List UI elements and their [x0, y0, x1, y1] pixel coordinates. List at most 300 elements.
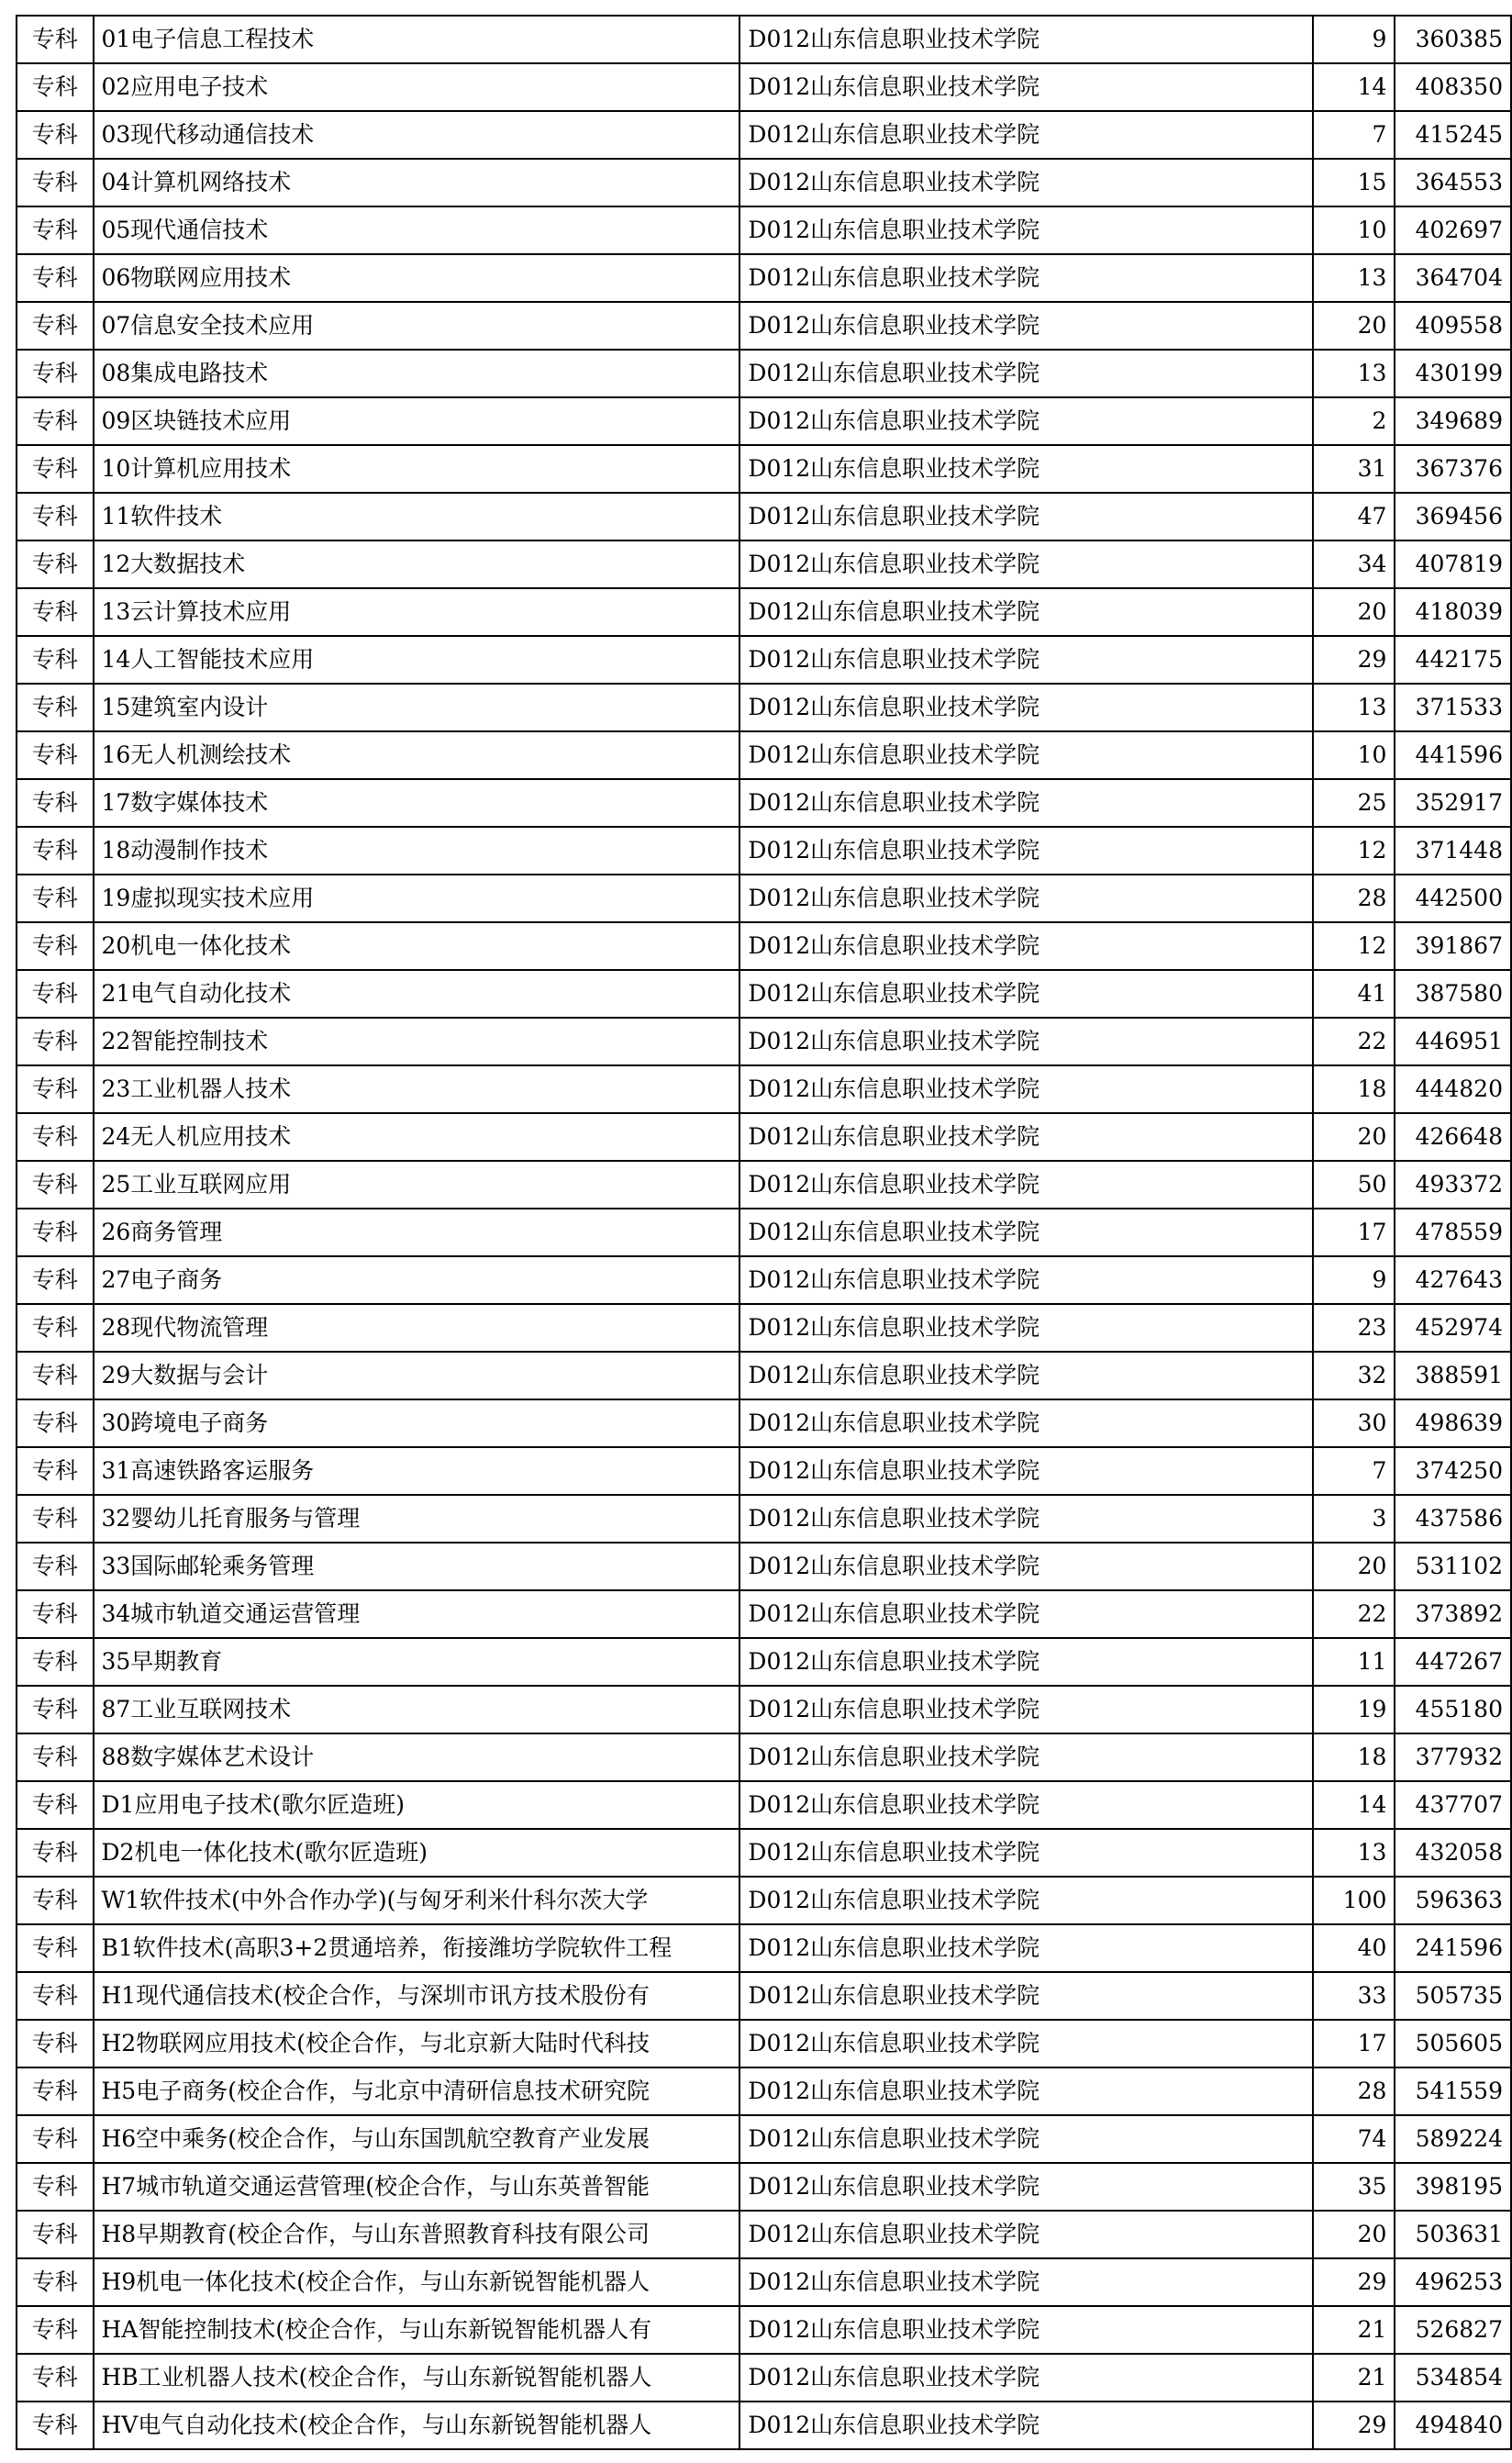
school-cell: D012山东信息职业技术学院	[739, 1829, 1313, 1877]
level-cell: 专科	[17, 2067, 94, 2115]
school-cell: D012山东信息职业技术学院	[739, 254, 1313, 302]
school-cell: D012山东信息职业技术学院	[739, 2211, 1313, 2258]
min-rank-cell: 442175	[1395, 636, 1511, 684]
table-row	[17, 636, 1511, 684]
table-row	[17, 875, 1511, 922]
plan-count-cell: 10	[1313, 731, 1395, 779]
major-cell: 04计算机网络技术	[94, 159, 740, 206]
plan-count-cell: 13	[1313, 254, 1395, 302]
level-cell: 专科	[17, 1924, 94, 1972]
table-row	[17, 254, 1511, 302]
school-cell: D012山东信息职业技术学院	[739, 875, 1313, 922]
major-cell: 03现代移动通信技术	[94, 111, 740, 159]
plan-count-cell: 2	[1313, 397, 1395, 445]
min-rank-cell: 373892	[1395, 1590, 1511, 1638]
major-cell: 24无人机应用技术	[94, 1113, 740, 1161]
min-rank-cell: 503631	[1395, 2211, 1511, 2258]
min-rank-cell: 426648	[1395, 1113, 1511, 1161]
major-cell: H7城市轨道交通运营管理(校企合作，与山东英普智能	[94, 2163, 740, 2211]
plan-count-cell: 13	[1313, 684, 1395, 731]
school-cell: D012山东信息职业技术学院	[739, 111, 1313, 159]
major-cell: 13云计算技术应用	[94, 588, 740, 636]
major-cell: HB工业机器人技术(校企合作，与山东新锐智能机器人	[94, 2354, 740, 2402]
major-cell: H5电子商务(校企合作，与北京中清研信息技术研究院	[94, 2067, 740, 2115]
school-cell: D012山东信息职业技术学院	[739, 2067, 1313, 2115]
level-cell: 专科	[17, 1352, 94, 1399]
school-cell: D012山东信息职业技术学院	[739, 1543, 1313, 1590]
level-cell: 专科	[17, 1018, 94, 1065]
level-cell: 专科	[17, 2258, 94, 2306]
major-cell: 26商务管理	[94, 1209, 740, 1256]
major-cell: 32婴幼儿托育服务与管理	[94, 1495, 740, 1543]
plan-count-cell: 7	[1313, 111, 1395, 159]
school-cell: D012山东信息职业技术学院	[739, 684, 1313, 731]
plan-count-cell: 17	[1313, 2020, 1395, 2067]
major-cell: 33国际邮轮乘务管理	[94, 1543, 740, 1590]
level-cell: 专科	[17, 2354, 94, 2402]
level-cell: 专科	[17, 16, 94, 63]
school-cell: D012山东信息职业技术学院	[739, 779, 1313, 827]
min-rank-cell: 364553	[1395, 159, 1511, 206]
min-rank-cell: 589224	[1395, 2115, 1511, 2163]
table-row	[17, 1447, 1511, 1495]
table-row	[17, 1733, 1511, 1781]
plan-count-cell: 34	[1313, 541, 1395, 588]
plan-count-cell: 29	[1313, 2402, 1395, 2449]
major-cell: 34城市轨道交通运营管理	[94, 1590, 740, 1638]
major-cell: 02应用电子技术	[94, 63, 740, 111]
plan-count-cell: 47	[1313, 493, 1395, 541]
table-row	[17, 2354, 1511, 2402]
school-cell: D012山东信息职业技术学院	[739, 1447, 1313, 1495]
level-cell: 专科	[17, 1209, 94, 1256]
min-rank-cell: 432058	[1395, 1829, 1511, 1877]
table-row	[17, 2067, 1511, 2115]
school-cell: D012山东信息职业技术学院	[739, 922, 1313, 970]
school-cell: D012山东信息职业技术学院	[739, 827, 1313, 875]
min-rank-cell: 241596	[1395, 1924, 1511, 1972]
level-cell: 专科	[17, 445, 94, 493]
table-row	[17, 302, 1511, 350]
major-cell: 05现代通信技术	[94, 206, 740, 254]
plan-count-cell: 12	[1313, 827, 1395, 875]
min-rank-cell: 493372	[1395, 1161, 1511, 1209]
level-cell: 专科	[17, 970, 94, 1018]
table-row	[17, 111, 1511, 159]
major-cell: 27电子商务	[94, 1256, 740, 1304]
major-cell: B1软件技术(高职3+2贯通培养，衔接潍坊学院软件工程	[94, 1924, 740, 1972]
table-row	[17, 2258, 1511, 2306]
min-rank-cell: 398195	[1395, 2163, 1511, 2211]
table-row	[17, 1065, 1511, 1113]
plan-count-cell: 31	[1313, 445, 1395, 493]
plan-count-cell: 28	[1313, 875, 1395, 922]
min-rank-cell: 496253	[1395, 2258, 1511, 2306]
table-row	[17, 159, 1511, 206]
table-row	[17, 1829, 1511, 1877]
min-rank-cell: 407819	[1395, 541, 1511, 588]
plan-count-cell: 13	[1313, 350, 1395, 397]
major-cell: D2机电一体化技术(歌尔匠造班)	[94, 1829, 740, 1877]
plan-count-cell: 11	[1313, 1638, 1395, 1686]
min-rank-cell: 371533	[1395, 684, 1511, 731]
major-cell: 18动漫制作技术	[94, 827, 740, 875]
plan-count-cell: 19	[1313, 1686, 1395, 1733]
plan-count-cell: 100	[1313, 1877, 1395, 1924]
school-cell: D012山东信息职业技术学院	[739, 1781, 1313, 1829]
min-rank-cell: 391867	[1395, 922, 1511, 970]
school-cell: D012山东信息职业技术学院	[739, 1161, 1313, 1209]
school-cell: D012山东信息职业技术学院	[739, 1733, 1313, 1781]
major-cell: 09区块链技术应用	[94, 397, 740, 445]
plan-count-cell: 18	[1313, 1733, 1395, 1781]
school-cell: D012山东信息职业技术学院	[739, 731, 1313, 779]
min-rank-cell: 349689	[1395, 397, 1511, 445]
level-cell: 专科	[17, 588, 94, 636]
level-cell: 专科	[17, 2020, 94, 2067]
plan-count-cell: 40	[1313, 1924, 1395, 1972]
min-rank-cell: 596363	[1395, 1877, 1511, 1924]
level-cell: 专科	[17, 1733, 94, 1781]
min-rank-cell: 455180	[1395, 1686, 1511, 1733]
min-rank-cell: 447267	[1395, 1638, 1511, 1686]
min-rank-cell: 441596	[1395, 731, 1511, 779]
level-cell: 专科	[17, 636, 94, 684]
major-cell: 31高速铁路客运服务	[94, 1447, 740, 1495]
school-cell: D012山东信息职业技术学院	[739, 1590, 1313, 1638]
min-rank-cell: 430199	[1395, 350, 1511, 397]
major-cell: 08集成电路技术	[94, 350, 740, 397]
level-cell: 专科	[17, 731, 94, 779]
major-cell: 01电子信息工程技术	[94, 16, 740, 63]
plan-count-cell: 17	[1313, 1209, 1395, 1256]
table-row	[17, 922, 1511, 970]
level-cell: 专科	[17, 63, 94, 111]
major-cell: 17数字媒体技术	[94, 779, 740, 827]
table-row	[17, 1495, 1511, 1543]
table-row	[17, 1161, 1511, 1209]
level-cell: 专科	[17, 1304, 94, 1352]
school-cell: D012山东信息职业技术学院	[739, 2354, 1313, 2402]
plan-count-cell: 29	[1313, 636, 1395, 684]
school-cell: D012山东信息职业技术学院	[739, 1113, 1313, 1161]
major-cell: H8早期教育(校企合作，与山东普照教育科技有限公司	[94, 2211, 740, 2258]
major-cell: H2物联网应用技术(校企合作，与北京新大陆时代科技	[94, 2020, 740, 2067]
plan-count-cell: 10	[1313, 206, 1395, 254]
table-row	[17, 16, 1511, 63]
plan-count-cell: 9	[1313, 16, 1395, 63]
major-cell: 20机电一体化技术	[94, 922, 740, 970]
plan-count-cell: 22	[1313, 1018, 1395, 1065]
plan-count-cell: 12	[1313, 922, 1395, 970]
major-cell: 07信息安全技术应用	[94, 302, 740, 350]
table-row	[17, 1781, 1511, 1829]
major-cell: HA智能控制技术(校企合作，与山东新锐智能机器人有	[94, 2306, 740, 2354]
plan-count-cell: 33	[1313, 1972, 1395, 2020]
school-cell: D012山东信息职业技术学院	[739, 1877, 1313, 1924]
min-rank-cell: 402697	[1395, 206, 1511, 254]
min-rank-cell: 387580	[1395, 970, 1511, 1018]
table-row	[17, 1543, 1511, 1590]
school-cell: D012山东信息职业技术学院	[739, 1065, 1313, 1113]
school-cell: D012山东信息职业技术学院	[739, 2115, 1313, 2163]
level-cell: 专科	[17, 1399, 94, 1447]
min-rank-cell: 408350	[1395, 63, 1511, 111]
major-cell: HV电气自动化技术(校企合作，与山东新锐智能机器人	[94, 2402, 740, 2449]
plan-count-cell: 74	[1313, 2115, 1395, 2163]
level-cell: 专科	[17, 1590, 94, 1638]
table-row	[17, 2402, 1511, 2449]
table-row	[17, 1399, 1511, 1447]
major-cell: 21电气自动化技术	[94, 970, 740, 1018]
major-cell: 22智能控制技术	[94, 1018, 740, 1065]
min-rank-cell: 374250	[1395, 1447, 1511, 1495]
table-row	[17, 63, 1511, 111]
min-rank-cell: 494840	[1395, 2402, 1511, 2449]
table-row	[17, 1877, 1511, 1924]
level-cell: 专科	[17, 1447, 94, 1495]
major-cell: 10计算机应用技术	[94, 445, 740, 493]
table-row	[17, 2020, 1511, 2067]
plan-count-cell: 20	[1313, 1543, 1395, 1590]
min-rank-cell: 444820	[1395, 1065, 1511, 1113]
school-cell: D012山东信息职业技术学院	[739, 206, 1313, 254]
table-row	[17, 2115, 1511, 2163]
level-cell: 专科	[17, 206, 94, 254]
level-cell: 专科	[17, 1495, 94, 1543]
plan-count-cell: 9	[1313, 1256, 1395, 1304]
plan-count-cell: 35	[1313, 2163, 1395, 2211]
plan-count-cell: 13	[1313, 1829, 1395, 1877]
plan-count-cell: 23	[1313, 1304, 1395, 1352]
school-cell: D012山东信息职业技术学院	[739, 1638, 1313, 1686]
school-cell: D012山东信息职业技术学院	[739, 1495, 1313, 1543]
school-cell: D012山东信息职业技术学院	[739, 1686, 1313, 1733]
major-cell: 23工业机器人技术	[94, 1065, 740, 1113]
plan-count-cell: 22	[1313, 1590, 1395, 1638]
level-cell: 专科	[17, 2211, 94, 2258]
min-rank-cell: 446951	[1395, 1018, 1511, 1065]
min-rank-cell: 534854	[1395, 2354, 1511, 2402]
school-cell: D012山东信息职业技术学院	[739, 1972, 1313, 2020]
major-cell: H9机电一体化技术(校企合作，与山东新锐智能机器人	[94, 2258, 740, 2306]
major-cell: 25工业互联网应用	[94, 1161, 740, 1209]
plan-count-cell: 29	[1313, 2258, 1395, 2306]
min-rank-cell: 452974	[1395, 1304, 1511, 1352]
plan-count-cell: 18	[1313, 1065, 1395, 1113]
min-rank-cell: 418039	[1395, 588, 1511, 636]
plan-count-cell: 50	[1313, 1161, 1395, 1209]
plan-count-cell: 41	[1313, 970, 1395, 1018]
school-cell: D012山东信息职业技术学院	[739, 2163, 1313, 2211]
table-row	[17, 2211, 1511, 2258]
major-cell: 15建筑室内设计	[94, 684, 740, 731]
level-cell: 专科	[17, 827, 94, 875]
min-rank-cell: 409558	[1395, 302, 1511, 350]
level-cell: 专科	[17, 397, 94, 445]
min-rank-cell: 352917	[1395, 779, 1511, 827]
min-rank-cell: 526827	[1395, 2306, 1511, 2354]
level-cell: 专科	[17, 1829, 94, 1877]
level-cell: 专科	[17, 111, 94, 159]
admission-table	[16, 15, 1512, 2450]
plan-count-cell: 30	[1313, 1399, 1395, 1447]
table-row	[17, 1638, 1511, 1686]
level-cell: 专科	[17, 541, 94, 588]
school-cell: D012山东信息职业技术学院	[739, 302, 1313, 350]
min-rank-cell: 478559	[1395, 1209, 1511, 1256]
plan-count-cell: 20	[1313, 302, 1395, 350]
table-row	[17, 206, 1511, 254]
min-rank-cell: 531102	[1395, 1543, 1511, 1590]
table-row	[17, 779, 1511, 827]
level-cell: 专科	[17, 2402, 94, 2449]
table-row	[17, 1304, 1511, 1352]
school-cell: D012山东信息职业技术学院	[739, 350, 1313, 397]
major-cell: H6空中乘务(校企合作，与山东国凯航空教育产业发展	[94, 2115, 740, 2163]
plan-count-cell: 14	[1313, 63, 1395, 111]
level-cell: 专科	[17, 2306, 94, 2354]
level-cell: 专科	[17, 2115, 94, 2163]
table-row	[17, 350, 1511, 397]
plan-count-cell: 28	[1313, 2067, 1395, 2115]
table-row	[17, 684, 1511, 731]
school-cell: D012山东信息职业技术学院	[739, 541, 1313, 588]
table-row	[17, 445, 1511, 493]
school-cell: D012山东信息职业技术学院	[739, 1209, 1313, 1256]
school-cell: D012山东信息职业技术学院	[739, 2020, 1313, 2067]
school-cell: D012山东信息职业技术学院	[739, 16, 1313, 63]
min-rank-cell: 437586	[1395, 1495, 1511, 1543]
min-rank-cell: 505605	[1395, 2020, 1511, 2067]
school-cell: D012山东信息职业技术学院	[739, 1304, 1313, 1352]
min-rank-cell: 360385	[1395, 16, 1511, 63]
school-cell: D012山东信息职业技术学院	[739, 159, 1313, 206]
school-cell: D012山东信息职业技术学院	[739, 1018, 1313, 1065]
level-cell: 专科	[17, 2163, 94, 2211]
major-cell: 28现代物流管理	[94, 1304, 740, 1352]
major-cell: 06物联网应用技术	[94, 254, 740, 302]
major-cell: 11软件技术	[94, 493, 740, 541]
school-cell: D012山东信息职业技术学院	[739, 63, 1313, 111]
level-cell: 专科	[17, 1256, 94, 1304]
school-cell: D012山东信息职业技术学院	[739, 2258, 1313, 2306]
school-cell: D012山东信息职业技术学院	[739, 493, 1313, 541]
level-cell: 专科	[17, 493, 94, 541]
table-row	[17, 1018, 1511, 1065]
level-cell: 专科	[17, 254, 94, 302]
plan-count-cell: 20	[1313, 2211, 1395, 2258]
min-rank-cell: 388591	[1395, 1352, 1511, 1399]
school-cell: D012山东信息职业技术学院	[739, 970, 1313, 1018]
level-cell: 专科	[17, 1543, 94, 1590]
table-row	[17, 541, 1511, 588]
major-cell: W1软件技术(中外合作办学)(与匈牙利米什科尔茨大学	[94, 1877, 740, 1924]
min-rank-cell: 364704	[1395, 254, 1511, 302]
table-row	[17, 588, 1511, 636]
table-row	[17, 1209, 1511, 1256]
level-cell: 专科	[17, 1638, 94, 1686]
plan-count-cell: 15	[1313, 159, 1395, 206]
min-rank-cell: 367376	[1395, 445, 1511, 493]
level-cell: 专科	[17, 1972, 94, 2020]
table-row	[17, 1256, 1511, 1304]
plan-count-cell: 20	[1313, 1113, 1395, 1161]
min-rank-cell: 541559	[1395, 2067, 1511, 2115]
min-rank-cell: 427643	[1395, 1256, 1511, 1304]
table-row	[17, 397, 1511, 445]
level-cell: 专科	[17, 1161, 94, 1209]
school-cell: D012山东信息职业技术学院	[739, 2306, 1313, 2354]
table-row	[17, 1972, 1511, 2020]
level-cell: 专科	[17, 1113, 94, 1161]
table-row	[17, 1590, 1511, 1638]
table-row	[17, 1924, 1511, 1972]
major-cell: 35早期教育	[94, 1638, 740, 1686]
table-body	[17, 16, 1511, 2449]
school-cell: D012山东信息职业技术学院	[739, 2402, 1313, 2449]
plan-count-cell: 32	[1313, 1352, 1395, 1399]
school-cell: D012山东信息职业技术学院	[739, 1352, 1313, 1399]
level-cell: 专科	[17, 875, 94, 922]
plan-count-cell: 7	[1313, 1447, 1395, 1495]
school-cell: D012山东信息职业技术学院	[739, 445, 1313, 493]
table-row	[17, 731, 1511, 779]
school-cell: D012山东信息职业技术学院	[739, 397, 1313, 445]
major-cell: H1现代通信技术(校企合作，与深圳市讯方技术股份有	[94, 1972, 740, 2020]
level-cell: 专科	[17, 1686, 94, 1733]
level-cell: 专科	[17, 1781, 94, 1829]
school-cell: D012山东信息职业技术学院	[739, 1256, 1313, 1304]
level-cell: 专科	[17, 1065, 94, 1113]
min-rank-cell: 437707	[1395, 1781, 1511, 1829]
plan-count-cell: 20	[1313, 588, 1395, 636]
level-cell: 专科	[17, 159, 94, 206]
min-rank-cell: 377932	[1395, 1733, 1511, 1781]
table-row	[17, 1686, 1511, 1733]
major-cell: 12大数据技术	[94, 541, 740, 588]
table-row	[17, 2306, 1511, 2354]
level-cell: 专科	[17, 684, 94, 731]
major-cell: 88数字媒体艺术设计	[94, 1733, 740, 1781]
plan-count-cell: 25	[1313, 779, 1395, 827]
level-cell: 专科	[17, 1877, 94, 1924]
school-cell: D012山东信息职业技术学院	[739, 588, 1313, 636]
major-cell: 87工业互联网技术	[94, 1686, 740, 1733]
school-cell: D012山东信息职业技术学院	[739, 1924, 1313, 1972]
plan-count-cell: 21	[1313, 2354, 1395, 2402]
school-cell: D012山东信息职业技术学院	[739, 1399, 1313, 1447]
major-cell: 30跨境电子商务	[94, 1399, 740, 1447]
level-cell: 专科	[17, 779, 94, 827]
table-row	[17, 2163, 1511, 2211]
table-row	[17, 1113, 1511, 1161]
table-row	[17, 827, 1511, 875]
plan-count-cell: 14	[1313, 1781, 1395, 1829]
table-row	[17, 1352, 1511, 1399]
min-rank-cell: 442500	[1395, 875, 1511, 922]
min-rank-cell: 371448	[1395, 827, 1511, 875]
table-row	[17, 493, 1511, 541]
level-cell: 专科	[17, 350, 94, 397]
level-cell: 专科	[17, 922, 94, 970]
major-cell: 16无人机测绘技术	[94, 731, 740, 779]
plan-count-cell: 21	[1313, 2306, 1395, 2354]
table-row	[17, 970, 1511, 1018]
major-cell: 19虚拟现实技术应用	[94, 875, 740, 922]
level-cell: 专科	[17, 302, 94, 350]
min-rank-cell: 415245	[1395, 111, 1511, 159]
